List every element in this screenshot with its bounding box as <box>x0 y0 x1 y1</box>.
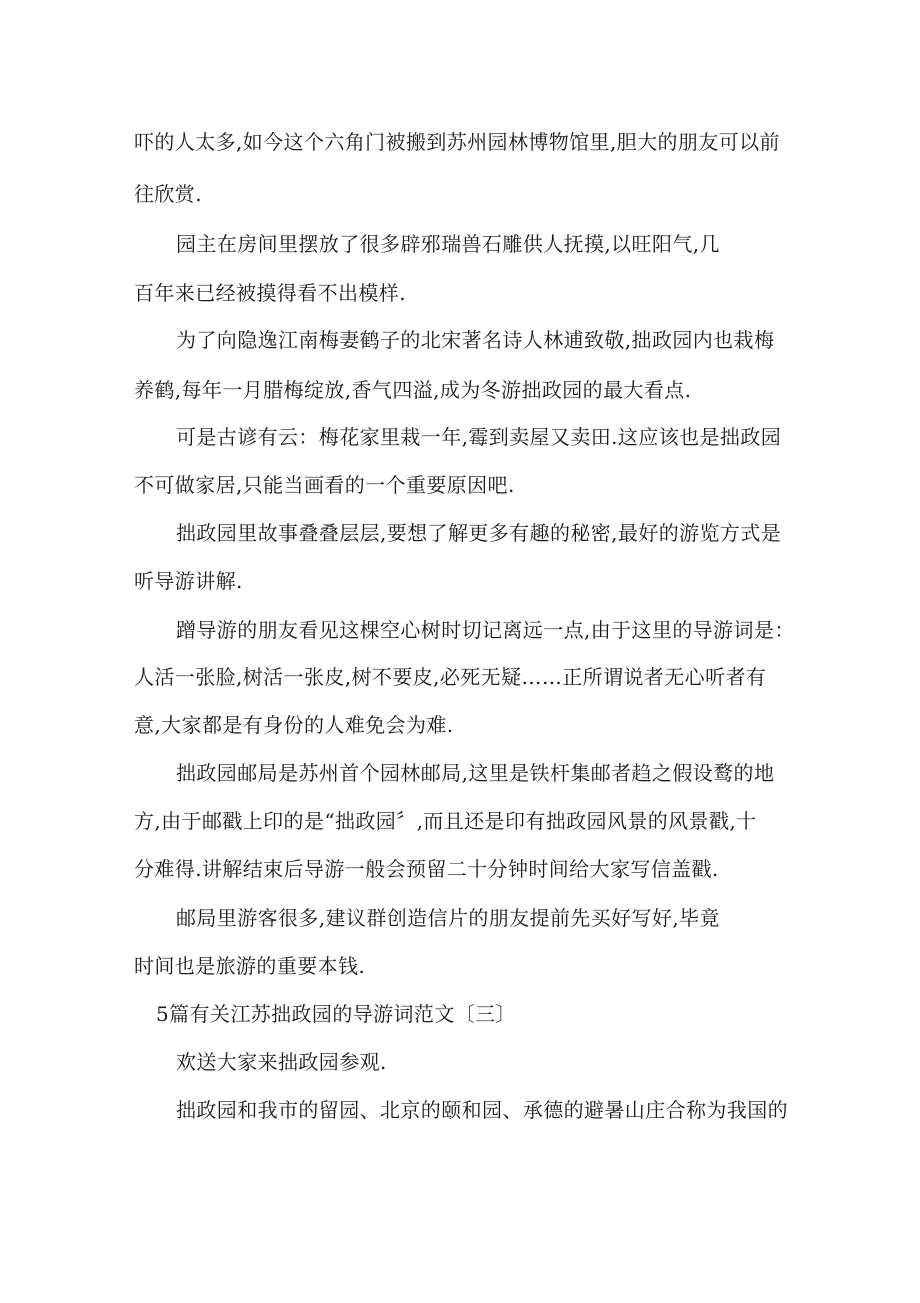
text-line: 意,大家都是有身份的人难免会为难. <box>134 713 454 737</box>
text-line: 为了向隐逸江南梅妻鹤子的北宋著名诗人林逋致敬,拙政园内也栽梅 <box>176 328 775 352</box>
text-line: 邮局里游客很多,建议群创造信片的朋友提前先买好写好,毕竟 <box>176 906 720 930</box>
text-line: 分难得.讲解结束后导游一般会预留二十分钟时间给大家写信盖戳. <box>134 857 719 881</box>
text-line: 拙政园和我市的留园、北京的颐和园、承德的避暑山庄合称为我国的 <box>176 1098 788 1122</box>
text-line: 吓的人太多,如今这个六角门被搬到苏州园林博物馆里,胆大的朋友可以前 <box>134 130 780 154</box>
text-line: 养鹤,每年一月腊梅绽放,香气四溢,成为冬游拙政园的最大看点. <box>134 378 692 402</box>
text-line: 听导游讲解. <box>134 569 243 593</box>
text-line: 方,由于邮戳上印的是“拙政园〞,而且还是印有拙政园风景的风景戳,十 <box>134 809 757 833</box>
text-line: 欢送大家来拙政园参观. <box>176 1050 387 1074</box>
text-line: 可是古谚有云：梅花家里栽一年,霉到卖屋又卖田.这应该也是拙政园 <box>176 425 782 449</box>
text-line: 人活一张脸,树活一张皮,树不要皮,必死无疑……正所谓说者无心听者有 <box>134 665 767 689</box>
text-line: 拙政园里故事叠叠层层,要想了解更多有趣的秘密,最好的游览方式是 <box>176 521 782 545</box>
text-line: 不可做家居,只能当画看的一个重要原因吧. <box>134 473 515 497</box>
text-line: 园主在房间里摆放了很多辟邪瑞兽石雕供人抚摸,以旺阳气,几 <box>176 232 720 256</box>
text-line: 蹭导游的朋友看见这棵空心树时切记离远一点,由于这里的导游词是： <box>176 618 795 642</box>
text-line: 拙政园邮局是苏州首个园林邮局,这里是铁杆集邮者趋之假设鹜的地 <box>176 761 775 785</box>
text-line: 百年来已经被摸得看不出模样. <box>134 281 406 305</box>
text-line: 往欣赏. <box>134 182 202 206</box>
section-heading: 5篇有关江苏拙政园的导游词范文〔三〕 <box>156 1002 516 1026</box>
text-line: 时间也是旅游的重要本钱. <box>134 954 366 978</box>
